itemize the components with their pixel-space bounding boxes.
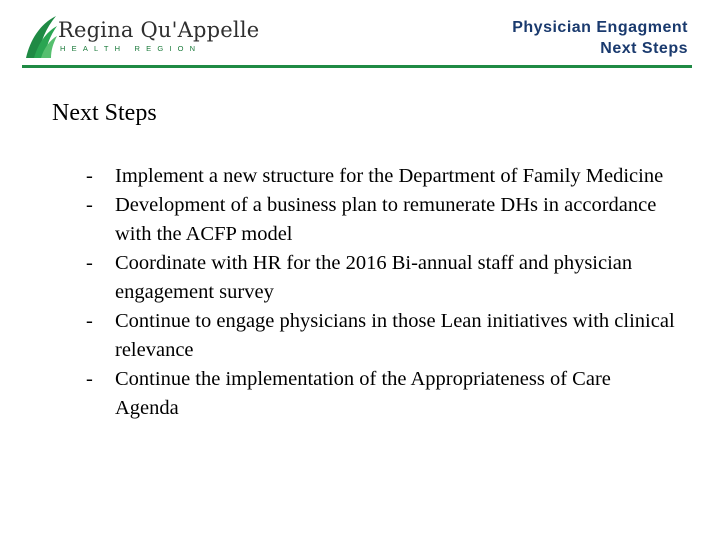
bullet-text: Implement a new structure for the Department of Family Medicine (115, 165, 664, 187)
stylized-swoosh-icon (24, 14, 58, 60)
bullet-item (86, 249, 676, 307)
logo-name: Regina Qu'Appelle (58, 18, 260, 42)
region-logo (24, 14, 260, 60)
bullet-item (86, 162, 676, 191)
header-title (512, 17, 688, 59)
bullet-text: Continue the implementation of the Appropriateness of Care Agenda (115, 368, 611, 419)
header-divider (22, 65, 692, 68)
bullet-marker: - (86, 310, 93, 332)
bullet-marker: - (86, 368, 93, 390)
header-title-line-1: Physician Engagment (512, 19, 688, 36)
slide-heading: Next Steps (52, 100, 157, 126)
logo-tagline: HEALTH REGION (60, 44, 202, 53)
bullet-text: Continue to engage physicians in those Lean initiatives with clinical relevance (115, 310, 675, 361)
bullet-item (86, 365, 676, 423)
bullet-list (86, 162, 676, 423)
bullet-item (86, 191, 676, 249)
header-title-line-2: Next Steps (600, 40, 688, 57)
bullet-marker: - (86, 194, 93, 216)
bullet-text: Development of a business plan to remunerate DHs in accordance with the ACFP model (115, 194, 657, 245)
bullet-text: Coordinate with HR for the 2016 Bi-annual staff and physician engagement survey (115, 252, 633, 303)
bullet-marker: - (86, 252, 93, 274)
bullet-marker: - (86, 165, 93, 187)
bullet-item (86, 307, 676, 365)
